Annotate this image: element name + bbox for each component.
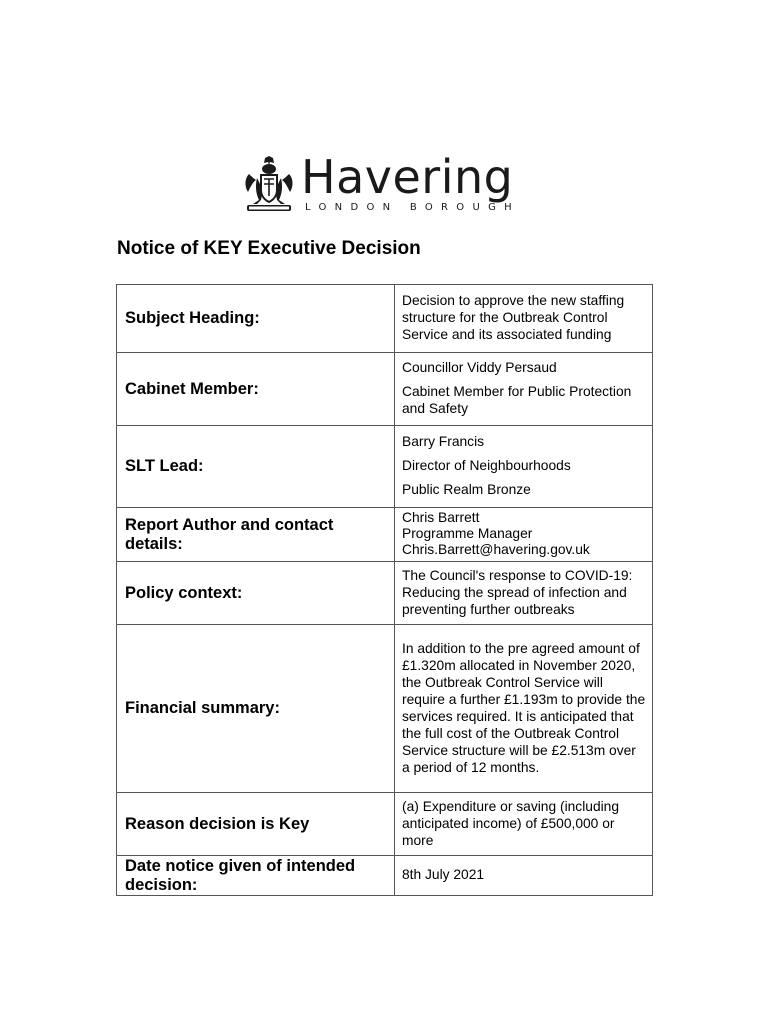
row-label: Reason decision is Key [117, 793, 395, 856]
value-text: Barry Francis [402, 434, 485, 449]
row-value [395, 426, 653, 508]
row-label: SLT Lead: [117, 426, 395, 508]
value-text: Decision to approve the new staffing structure for the Outbreak Control Service and its associated funding [402, 293, 625, 342]
row-label: Financial summary: [117, 625, 395, 793]
row-value [395, 285, 653, 353]
table-row [117, 508, 653, 562]
row-label: Cabinet Member: [117, 353, 395, 426]
document-title: Notice of KEY Executive Decision [117, 238, 421, 259]
table-row [117, 625, 653, 793]
row-value [395, 353, 653, 426]
row-value [395, 793, 653, 856]
value-text: 8th July 2021 [402, 867, 485, 882]
table-row [117, 793, 653, 856]
decision-table [116, 284, 653, 896]
table-row [117, 353, 653, 426]
value-text: Cabinet Member for Public Protection and Safety [402, 384, 632, 416]
row-label: Subject Heading: [117, 285, 395, 353]
table-row [117, 285, 653, 353]
brand-name: Havering [301, 150, 514, 204]
row-value [395, 508, 653, 562]
value-text: Director of Neighbourhoods [402, 458, 571, 473]
havering-logo [243, 150, 533, 220]
value-text: In addition to the pre agreed amount of £1.320m allocated in November 2020, the Outbreak Control Service will require a further £1.193m to provide the services required. It is anticipated that the full cost of the Outbreak Control Service structure will be £2.513m over a period of 12 months. [402, 640, 646, 775]
table-row [117, 562, 653, 625]
row-label: Report Author and contact details: [117, 508, 395, 562]
value-text: Public Realm Bronze [402, 482, 531, 497]
row-value [395, 856, 653, 896]
table-row [117, 426, 653, 508]
value-text: (a) Expenditure or saving (including anticipated income) of £500,000 or more [402, 798, 620, 848]
author-name: Chris Barrett [402, 510, 480, 525]
value-text: The Council's response to COVID-19: Reducing the spread of infection and preventing further outbreaks [402, 567, 633, 617]
row-label: Date notice given of intended decision: [117, 856, 395, 896]
brand-subtitle: LONDON BOROUGH [305, 202, 520, 213]
row-value [395, 625, 653, 793]
row-value [395, 562, 653, 625]
author-role: Programme Manager [402, 526, 533, 541]
table-row [117, 856, 653, 896]
coat-of-arms-icon [243, 156, 295, 218]
author-email[interactable]: Chris.Barrett@havering.gov.uk [402, 542, 590, 557]
value-text: Councillor Viddy Persaud [402, 360, 557, 375]
row-label: Policy context: [117, 562, 395, 625]
